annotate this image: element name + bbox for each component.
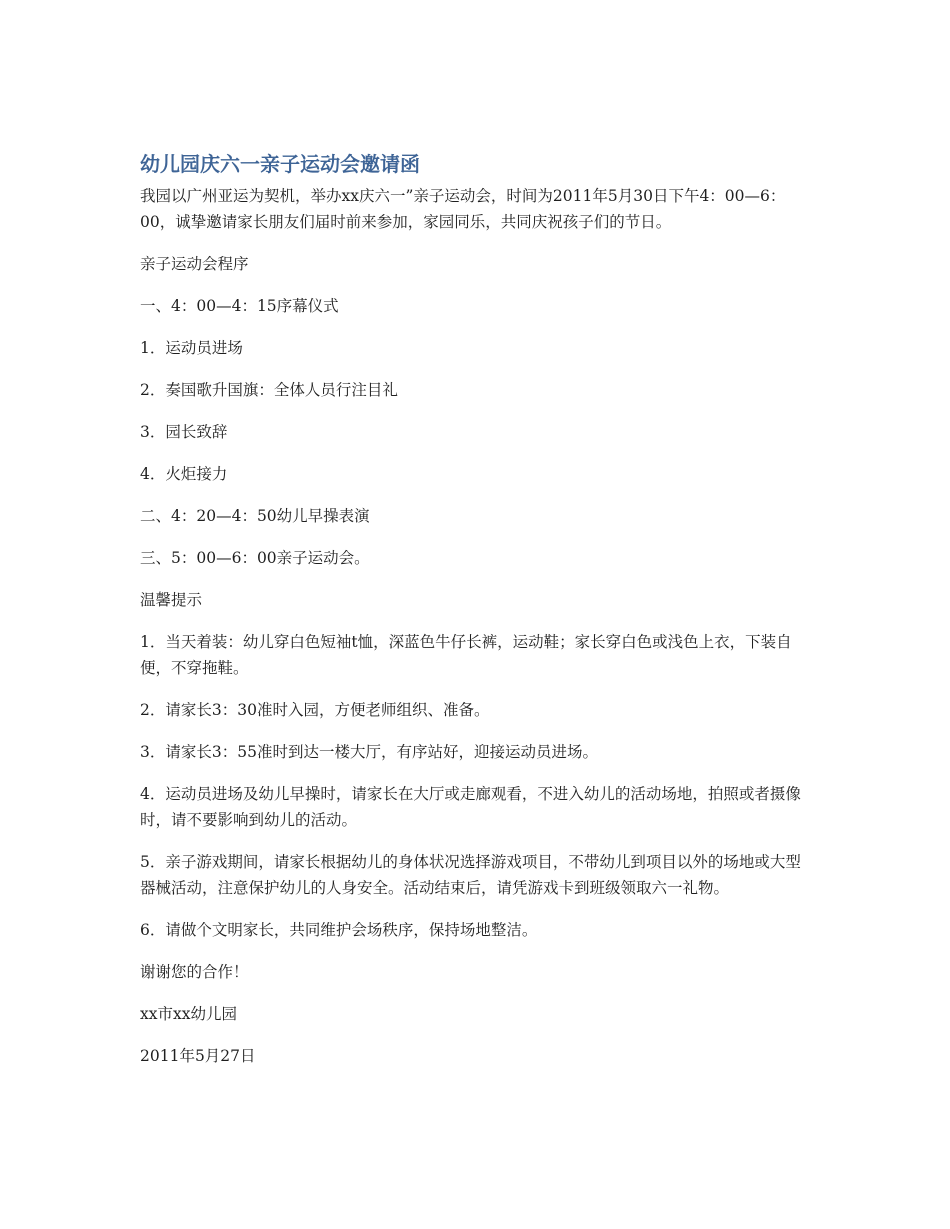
program-item-2: 2．奏国歌升国旗：全体人员行注目礼 — [140, 381, 398, 399]
document-title: 幼儿园庆六一亲子运动会邀请函 — [140, 152, 420, 176]
intro-paragraph: 我园以广州亚运为契机，举办xx庆六一”亲子运动会，时间为2011年5月30日下午4：00—6：00，诚挚邀请家长朋友们届时前来参加，家园同乐，共同庆祝孩子们的节日。 — [140, 187, 786, 231]
tips-heading: 温馨提示 — [140, 591, 203, 609]
program-item-3: 3．园长致辞 — [140, 423, 228, 441]
program-heading: 亲子运动会程序 — [140, 255, 249, 273]
program-section-1: 一、4：00—4：15序幕仪式 — [140, 297, 339, 315]
tip-item-6: 6．请做个文明家长，共同维护会场秩序，保持场地整洁。 — [140, 921, 538, 939]
tip-item-1: 1．当天着装：幼儿穿白色短袖t恤，深蓝色牛仔长裤，运动鞋；家长穿白色或浅色上衣，下装自便，不穿拖鞋。 — [140, 633, 792, 677]
document-body — [140, 149, 812, 1085]
tip-item-3: 3．请家长3：55准时到达一楼大厅，有序站好，迎接运动员进场。 — [140, 743, 598, 761]
tip-item-5: 5．亲子游戏期间，请家长根据幼儿的身体状况选择游戏项目，不带幼儿到项目以外的场地或大型器械活动，注意保护幼儿的人身安全。活动结束后，请凭游戏卡到班级领取六一礼物。 — [140, 853, 801, 897]
program-item-1: 1．运动员进场 — [140, 339, 243, 357]
tip-item-4: 4．运动员进场及幼儿早操时，请家长在大厅或走廊观看，不进入幼儿的活动场地，拍照或者摄像时，请不要影响到幼儿的活动。 — [140, 785, 801, 829]
sender-line: xx市xx幼儿园 — [140, 1005, 237, 1023]
program-item-4: 4．火炬接力 — [140, 465, 228, 483]
program-section-3: 三、5：00—6：00亲子运动会。 — [140, 549, 370, 567]
date-line: 2011年5月27日 — [140, 1047, 256, 1065]
tip-item-2: 2．请家长3：30准时入园，方便老师组织、准备。 — [140, 701, 490, 719]
thanks-line: 谢谢您的合作！ — [140, 963, 249, 981]
program-section-2: 二、4：20—4：50幼儿早操表演 — [140, 507, 370, 525]
